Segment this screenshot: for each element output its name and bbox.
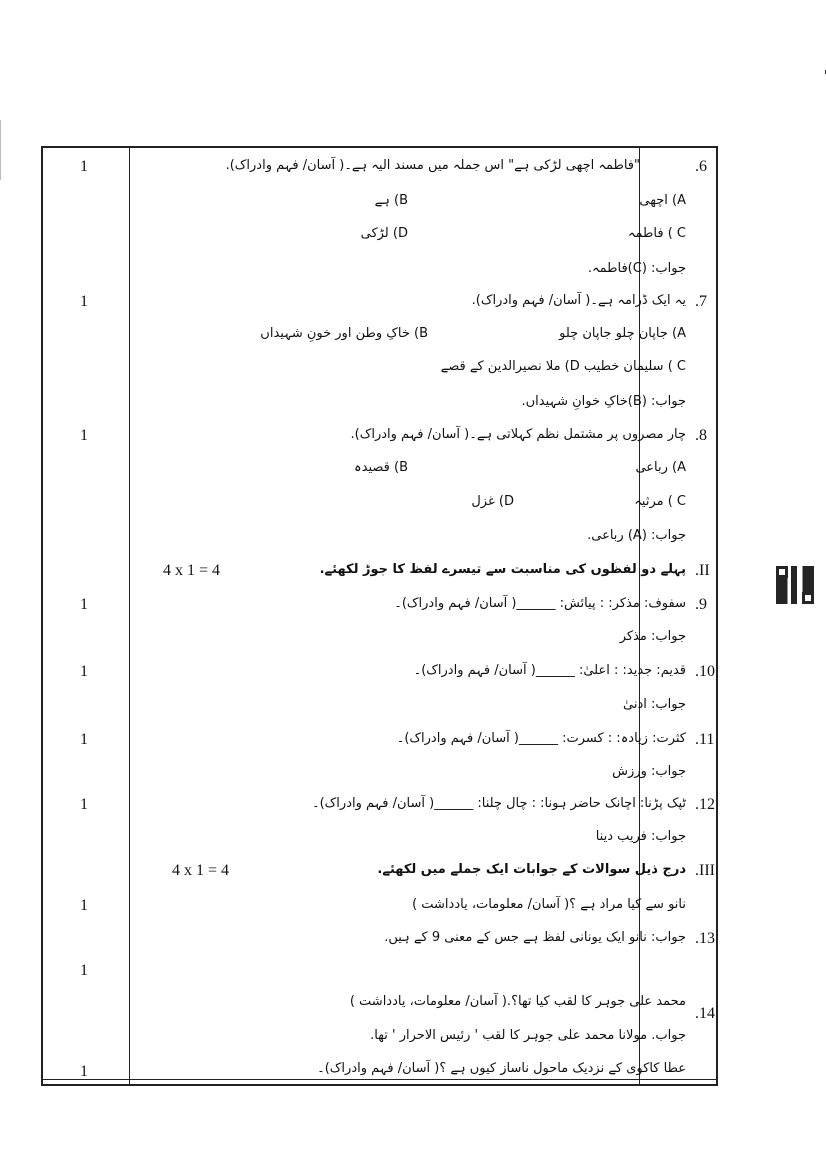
question-11-text: کثرت: زیادہ: : کسرت: ______( آسان/ فہم وادراک)۔ xyxy=(396,731,686,746)
question-10-text: قدیم: جدید: : اعلیٰ: ______( آسان/ فہم وادراک)۔ xyxy=(413,663,686,678)
section-3-marks: 4 x 1 = 4 xyxy=(172,862,230,879)
q11-answer: جواب: ورزش xyxy=(612,764,686,779)
mark-q6: 1 xyxy=(80,158,88,175)
q14-answer: جواب. مولانا محمد علی جوہر کا لقب ' رئیس الاحرار ' تھا. xyxy=(370,1028,686,1043)
section-2-title: پہلے دو لفظوں کی مناسبت سے تیسرے لفظ کا جوڑ لکھئے. xyxy=(319,562,686,577)
question-14-text: محمد علی جوہر کا لقب کیا تھا؟.( آسان/ معلومات، یادداشت ) xyxy=(349,994,686,1009)
qr-code xyxy=(776,566,814,604)
q13-answer: جواب: نانو ایک یونانی لفظ ہے جس کے معنی 9 کے ہیں. xyxy=(384,930,686,945)
question-14-number: .14 xyxy=(695,1005,715,1022)
question-7-number: .7 xyxy=(695,293,707,310)
mark-q15: 1 xyxy=(80,1063,88,1080)
question-8-number: .8 xyxy=(695,427,707,444)
section-3-number: .III xyxy=(695,862,715,879)
q12-answer: جواب: فریب دینا xyxy=(595,829,686,844)
question-12-number: .12 xyxy=(695,796,715,813)
mark-q12: 1 xyxy=(80,796,88,813)
question-6-number: .6 xyxy=(695,158,707,175)
q8-option-a: A) رباعی xyxy=(635,460,686,475)
question-9-text: سفوف: مذکر: : پیائش: ______( آسان/ فہم وادراک)۔ xyxy=(394,596,686,611)
question-7-text: یہ ایک ڈرامہ ہے۔( آسان/ فہم وادراک). xyxy=(471,293,686,308)
marks-column-divider xyxy=(129,148,130,1084)
scan-edge xyxy=(0,120,1,180)
question-6-text: "فاطمہ اچھی لڑکی ہے" اس جملہ میں مسند الیہ ہے۔( آسان/ فہم وادراک). xyxy=(225,158,640,173)
q8-option-d: D) غزل xyxy=(471,494,514,509)
question-table xyxy=(41,146,718,1086)
q7-option-a: A) جاپان چلو جاپان چلو xyxy=(559,326,686,341)
question-11-number: .11 xyxy=(695,731,715,748)
mark-q13: 1 xyxy=(80,897,88,914)
question-8-text: چار مصروں پر مشتمل نظم کہلاتی ہے۔( آسان/ فہم وادراک). xyxy=(350,427,686,442)
mark-q14: 1 xyxy=(80,962,88,979)
mark-q9: 1 xyxy=(80,596,88,613)
mark-q7: 1 xyxy=(80,293,88,310)
mark-q8: 1 xyxy=(80,427,88,444)
q9-answer: جواب: مذکر xyxy=(619,629,686,644)
mark-q11: 1 xyxy=(80,731,88,748)
question-12-text: ٹپک پڑنا: اچانک حاضر ہونا: : چال چلنا: ______( آسان/ فہم وادراک)۔ xyxy=(311,796,686,811)
q6-option-d: D) لڑکی xyxy=(360,226,408,241)
q6-answer: جواب: (C)فاطمہ. xyxy=(587,261,686,276)
question-9-number: .9 xyxy=(695,596,707,613)
mark-q10: 1 xyxy=(80,663,88,680)
q7-option-c-d: C ) سلیمان خطیب D) ملا نصیرالدین کے قصے xyxy=(440,359,686,374)
q7-answer: جواب: (B)خاکِ خوانِ شہیداں. xyxy=(521,394,686,409)
q7-option-b: B) خاکِ وطن اور خونِ شہیداں xyxy=(260,326,428,341)
section-2-marks: 4 x 1 = 4 xyxy=(163,562,221,579)
q8-option-c: C ) مرثیہ xyxy=(634,494,686,509)
question-13-number: .13 xyxy=(695,930,715,947)
q6-option-b: B) ہے xyxy=(374,193,408,208)
question-10-number: .10 xyxy=(695,663,715,680)
q10-answer: جواب: ادنیٰ xyxy=(623,697,686,712)
q6-option-c: C ) فاطمہ xyxy=(627,226,686,241)
section-2-number: .II xyxy=(695,562,710,579)
section-3-title: درج ذیل سوالات کے جوابات ایک جملے میں لکھئے. xyxy=(377,862,686,877)
q8-answer: جواب: (A) رباعی. xyxy=(587,528,686,543)
question-15-text: عطا کاکوی کے نزدیک ماحول ناساز کیوں ہے ؟( آسان/ فہم وادراک)۔ xyxy=(317,1061,686,1076)
q8-option-b: B) قصیدہ xyxy=(354,460,408,475)
question-13-text: نانو سے کیا مراد ہے ؟( آسان/ معلومات، یادداشت ) xyxy=(412,897,686,912)
q6-option-a: A) اچھی xyxy=(639,193,686,208)
